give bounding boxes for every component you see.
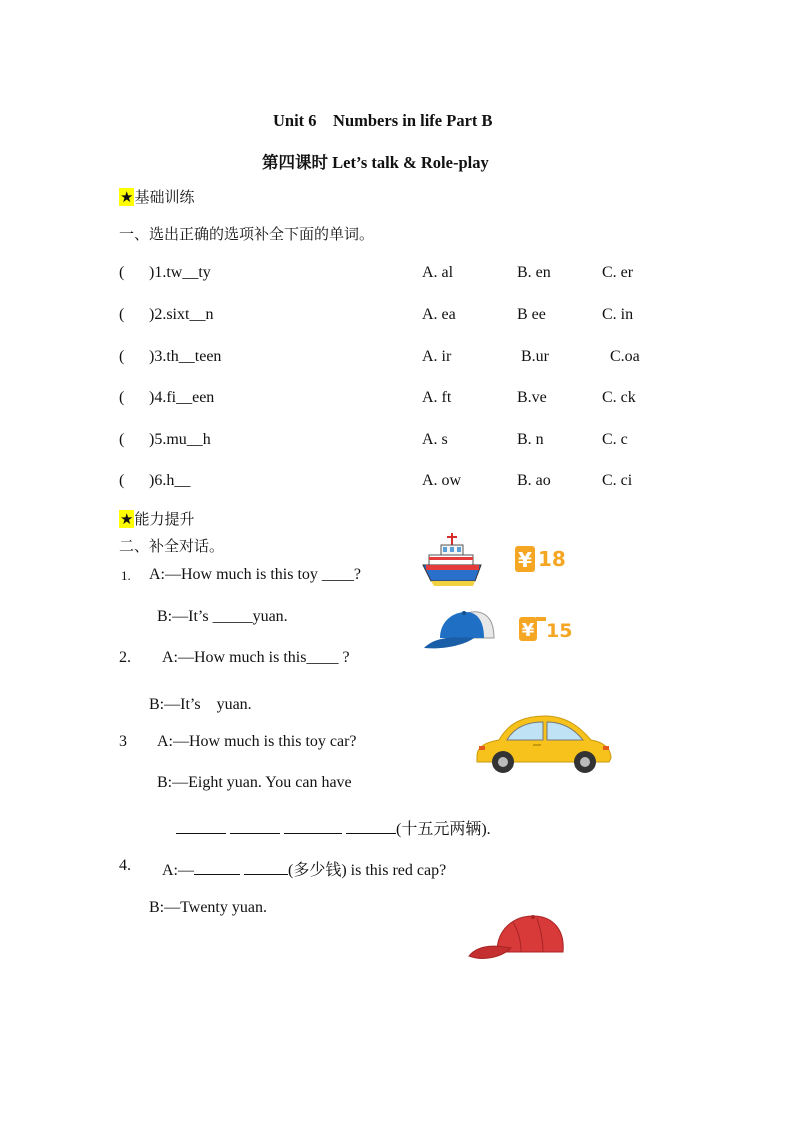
option-a[interactable]: A. s (422, 431, 448, 448)
question-stem: )6.h__ (149, 472, 191, 489)
question-stem: )5.mu__h (149, 431, 211, 448)
blue-cap-image (422, 608, 496, 652)
answer-paren[interactable]: ( (119, 348, 125, 365)
dialogue-line (162, 857, 446, 880)
part2-heading: 二、补全对话。 (119, 537, 225, 555)
star-icon: ★ (120, 510, 134, 528)
option-a[interactable]: A. ow (422, 472, 462, 489)
option-c[interactable]: C.oa (610, 348, 640, 365)
option-a[interactable]: A. ir (422, 348, 452, 365)
toy-car-image (473, 712, 613, 776)
option-a[interactable]: A. al (422, 264, 454, 281)
list-item (119, 472, 679, 492)
question-stem: )3.th__teen (149, 348, 222, 365)
dialogue-number: 1. (121, 568, 131, 583)
question-stem: )4.fi__een (149, 389, 215, 406)
page-title: Unit 6 Numbers in life Part B (273, 111, 493, 130)
dialogue-line: B:—Twenty yuan. (149, 899, 267, 916)
price-tag-15 (516, 613, 578, 643)
dialogue-suffix: (多少钱) is this red cap? (288, 862, 447, 879)
dialogue-number: 2. (119, 649, 131, 666)
answer-blank[interactable] (176, 819, 226, 834)
dialogue-line: A:—How much is this toy ____? (149, 566, 361, 583)
dialogue-number: 4. (119, 857, 131, 874)
dialogue-line: A:—How much is this____ ? (162, 649, 350, 666)
option-a[interactable]: A. ft (422, 389, 452, 406)
answer-blank[interactable] (244, 860, 288, 875)
dialogue-line: A:—How much is this toy car? (157, 733, 357, 750)
page-subtitle: 第四课时 Let’s talk & Role-play (262, 153, 489, 172)
question-stem: )1.tw__ty (149, 264, 211, 281)
price-value: 18 (538, 547, 566, 571)
yen-icon: ¥ (521, 620, 535, 641)
option-b[interactable]: B.ur (521, 348, 549, 365)
answer-blank[interactable] (194, 860, 240, 875)
dialogue-line: B:—It’s yuan. (149, 696, 252, 713)
option-b[interactable]: B.ve (517, 389, 547, 406)
option-b[interactable]: B. en (517, 264, 551, 281)
price-tag-18 (512, 541, 572, 575)
option-c[interactable]: C. c (602, 431, 628, 448)
price-value: 15 (546, 620, 573, 642)
dialogue-line: B:—Eight yuan. You can have (157, 774, 352, 791)
part1-heading: 一、选出正确的选项补全下面的单词。 (119, 225, 375, 243)
toy-boat-image (421, 531, 483, 589)
red-cap-image (467, 914, 567, 964)
answer-paren[interactable]: ( (119, 472, 125, 489)
answer-paren[interactable]: ( (119, 264, 125, 281)
yen-icon: ¥ (518, 548, 532, 572)
star-icon: ★ (120, 188, 134, 206)
dialogue-prefix: A:— (162, 862, 194, 879)
answer-paren[interactable]: ( (119, 431, 125, 448)
section-ability-label: 能力提升 (134, 510, 195, 528)
section-basic-label: 基础训练 (134, 188, 195, 206)
option-c[interactable]: C. er (602, 264, 634, 281)
answer-paren[interactable]: ( (119, 306, 125, 323)
question-stem: )2.sixt__n (149, 306, 214, 323)
list-item (119, 264, 679, 284)
list-item (119, 348, 679, 368)
option-a[interactable]: A. ea (422, 306, 456, 323)
answer-paren[interactable]: ( (119, 389, 125, 406)
option-c[interactable]: C. ci (602, 472, 633, 489)
answer-blank[interactable] (230, 819, 280, 834)
section-basic (119, 186, 194, 207)
list-item (119, 431, 679, 451)
list-item (119, 389, 679, 409)
answer-blank[interactable] (346, 819, 396, 834)
option-b[interactable]: B. ao (517, 472, 551, 489)
option-b[interactable]: B ee (517, 306, 546, 323)
option-b[interactable]: B. n (517, 431, 544, 448)
option-c[interactable]: C. ck (602, 389, 636, 406)
dialogue-line: B:—It’s _____yuan. (157, 608, 288, 625)
dialogue-hint: (十五元两辆). (396, 821, 491, 838)
dialogue-number: 3 (119, 733, 127, 750)
section-ability (119, 508, 194, 529)
option-c[interactable]: C. in (602, 306, 634, 323)
answer-blank[interactable] (284, 819, 342, 834)
list-item (119, 306, 679, 326)
answer-blank-line[interactable] (176, 816, 491, 839)
